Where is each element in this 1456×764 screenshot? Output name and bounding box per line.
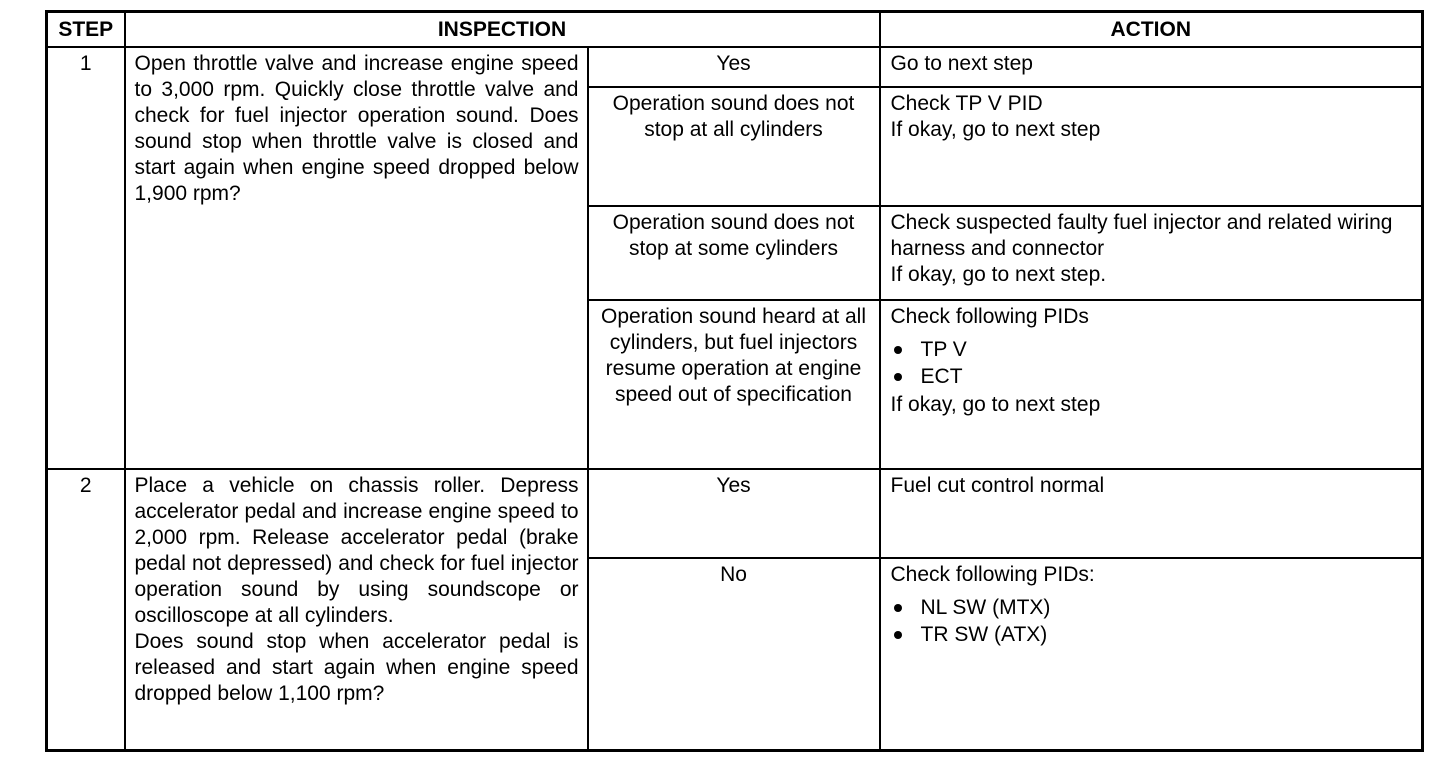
list-item: NL SW (MTX): [891, 594, 1414, 621]
action-line: Check suspected faulty fuel injector and related wiring harness and connector: [890, 211, 1393, 260]
result-condition: Yes: [588, 469, 880, 558]
action-line: Fuel cut control normal: [890, 474, 1105, 497]
inspection-question: Does sound stop when accelerator pedal is released and start again when engine speed dropped below 1,100 rpm?: [134, 630, 579, 705]
action-line: If okay, go to next step: [890, 118, 1101, 141]
header-row: [47, 12, 1423, 48]
step-number: 2: [47, 469, 125, 751]
step-number: 1: [47, 47, 125, 469]
result-condition: No: [588, 558, 880, 751]
action-cell: [880, 87, 1423, 206]
action-line: Go to next step: [890, 52, 1033, 75]
action-footer: If okay, go to next step: [890, 393, 1101, 416]
pid-list: [891, 336, 1414, 390]
result-condition: Operation sound does not stop at all cylinders: [588, 87, 880, 206]
inspection-text: Open throttle valve and increase engine speed to 3,000 rpm. Quickly close throttle valve and check for fuel injector operation sound. Does sound stop when throttle valve is closed and start again when engine speed dropped below 1,900 rpm?: [125, 47, 588, 469]
action-cell: [880, 469, 1423, 558]
list-item: ECT: [891, 363, 1414, 390]
diagnostic-table: [45, 10, 1424, 752]
action-cell: [880, 558, 1423, 751]
list-item: TR SW (ATX): [891, 621, 1414, 648]
action-heading: Check following PIDs:: [890, 563, 1095, 586]
inspection-cell: [125, 469, 588, 751]
action-line: Check TP V PID: [890, 92, 1043, 115]
header-action: ACTION: [880, 12, 1423, 48]
action-cell: [880, 300, 1423, 469]
action-heading: Check following PIDs: [890, 305, 1089, 328]
result-condition: Operation sound heard at all cylinders, but fuel injectors resume operation at engine speed out of specification: [588, 300, 880, 469]
header-step: STEP: [47, 12, 125, 48]
list-item: TP V: [891, 336, 1414, 363]
action-cell: [880, 206, 1423, 300]
result-condition: Yes: [588, 47, 880, 87]
action-line: If okay, go to next step.: [890, 263, 1107, 286]
result-condition: Operation sound does not stop at some cylinders: [588, 206, 880, 300]
table-row: [47, 469, 1423, 558]
header-inspection: INSPECTION: [125, 12, 880, 48]
action-cell: [880, 47, 1423, 87]
inspection-text: Place a vehicle on chassis roller. Depress accelerator pedal and increase engine speed to 2,000 rpm. Release accelerator pedal (brake pedal not depressed) and check for fuel injector operation sound by using soundscope or oscilloscope at all cylinders.: [134, 474, 579, 627]
pid-list: [891, 594, 1414, 648]
table-row: [47, 47, 1423, 87]
